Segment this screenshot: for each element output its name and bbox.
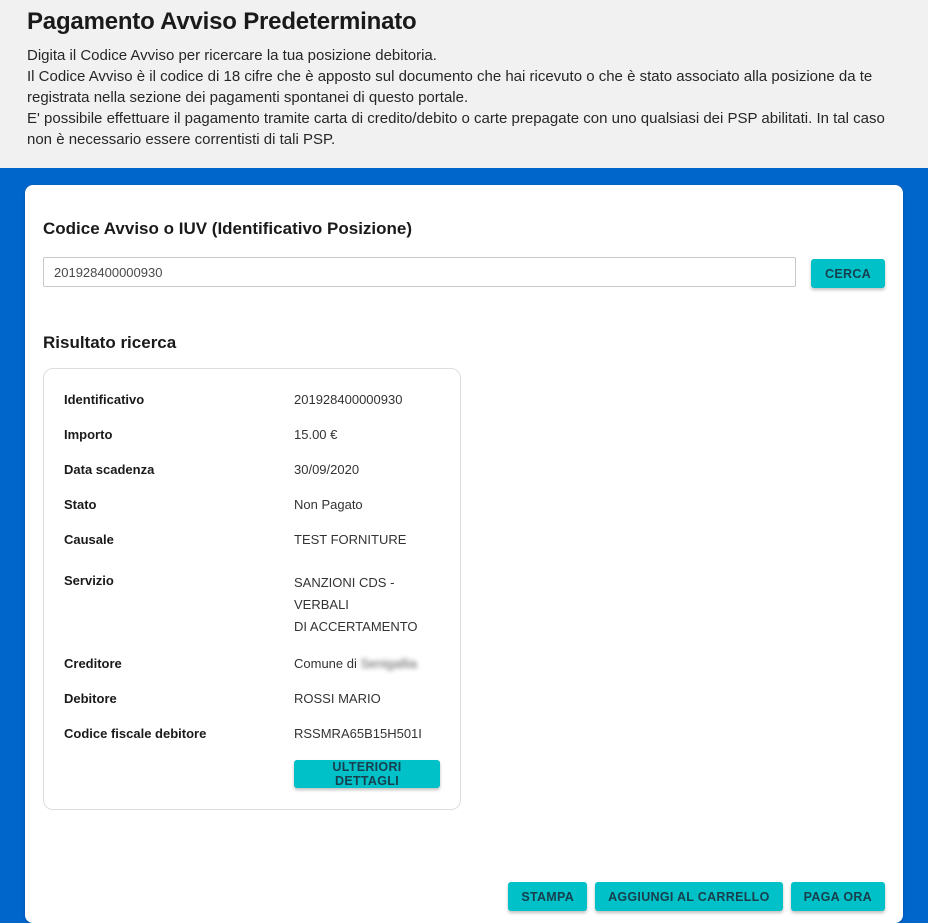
redacted-text: Senigallia (360, 656, 417, 671)
codice-avviso-input[interactable] (43, 257, 796, 287)
result-card (43, 368, 461, 810)
result-field-label: Servizio (64, 573, 114, 588)
result-field-label: Causale (64, 532, 114, 547)
cerca-button[interactable]: CERCA (811, 259, 885, 288)
result-row (64, 461, 440, 479)
result-row (64, 690, 440, 708)
details-row (294, 760, 440, 790)
actions-row (43, 882, 885, 911)
result-row (64, 426, 440, 444)
paga-ora-button[interactable]: PAGA ORA (791, 882, 885, 911)
result-field-label: Stato (64, 497, 97, 512)
result-field-value-line2: DI ACCERTAMENTO (294, 619, 418, 634)
content-background (0, 168, 928, 923)
intro-text (27, 45, 889, 150)
result-field-value: 201928400000930 (294, 392, 403, 407)
intro-paragraph: Digita il Codice Avviso per ricercare la tua posizione debitoria. (27, 47, 437, 64)
result-field-value: SANZIONI CDS - VERBALI DI ACCERTAMENTO (294, 572, 440, 638)
result-field-value: RSSMRA65B15H501I (294, 726, 422, 741)
intro-paragraph: E' possibile effettuare il pagamento tramite carta di credito/debito o carte prepagate con uno qualsiasi dei PSP abilitati. In tal caso non è necessario essere correntisti di tali PSP. (27, 110, 885, 148)
results-heading: Risultato ricerca (43, 333, 177, 352)
result-row (64, 725, 440, 743)
main-card (25, 185, 903, 923)
result-field-value: Comune di Senigallia (294, 656, 417, 671)
stampa-button[interactable]: STAMPA (508, 882, 587, 911)
result-field-value: 15.00 € (294, 427, 338, 442)
result-row (64, 655, 440, 673)
result-field-label: Debitore (64, 691, 117, 706)
result-row (64, 391, 440, 409)
result-row (64, 572, 440, 638)
result-field-value: Non Pagato (294, 497, 363, 512)
search-heading: Codice Avviso o IUV (Identificativo Posizione) (43, 219, 413, 238)
result-row (64, 496, 440, 514)
page-title: Pagamento Avviso Predeterminato (27, 8, 417, 35)
intro-paragraph: Il Codice Avviso è il codice di 18 cifre che è apposto sul documento che hai ricevuto o che è stato associato alla posizione da te registrata nella sezione dei pagamenti spontanei di questo portale. (27, 68, 873, 106)
result-rows (64, 391, 440, 743)
result-field-value: 30/09/2020 (294, 462, 360, 477)
result-field-label: Data scadenza (64, 462, 155, 477)
result-field-value: ROSSI MARIO (294, 691, 381, 706)
result-field-label: Codice fiscale debitore (64, 726, 207, 741)
result-field-label: Creditore (64, 656, 122, 671)
ulteriori-dettagli-button[interactable]: ULTERIORI DETTAGLI (294, 760, 440, 788)
search-row (43, 257, 885, 288)
result-field-label: Identificativo (64, 392, 145, 407)
result-field-label: Importo (64, 427, 113, 442)
result-field-value: TEST FORNITURE (294, 532, 407, 547)
result-row (64, 531, 440, 549)
aggiungi-al-carrello-button[interactable]: AGGIUNGI AL CARRELLO (595, 882, 783, 911)
page-header (0, 0, 928, 168)
